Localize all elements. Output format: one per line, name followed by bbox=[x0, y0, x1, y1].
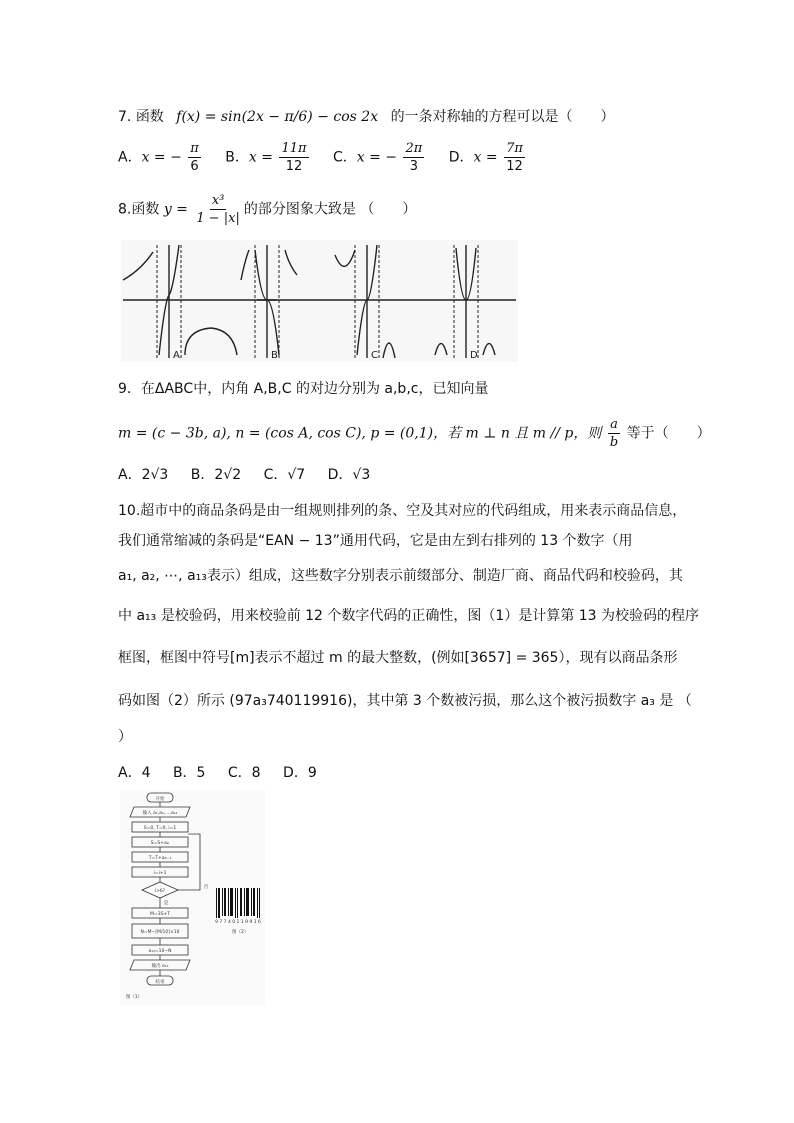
q7-tail: 的一条对称轴的方程可以是（ ） bbox=[390, 109, 615, 125]
q10-line-6: 码如图（2）所示 (97a₃740119916)，其中第 3 个数被污损，那么这个被污损数字 a₃ 是 （ bbox=[118, 693, 692, 709]
graph-label-a: A bbox=[173, 350, 180, 361]
graph-label-d: D bbox=[470, 350, 478, 361]
q8-func-lhs: y = bbox=[163, 201, 188, 218]
barcode-digits: 9 7 7 4 0 1 1 9 9 1 6 bbox=[215, 920, 261, 925]
flow-no: 否 bbox=[203, 885, 209, 890]
q8-tail: 的部分图象大致是 （ ） bbox=[243, 201, 417, 218]
q7-stem-text: 函数 bbox=[135, 109, 164, 125]
graph-label-b: B bbox=[271, 350, 278, 361]
flow-start: 开始 bbox=[155, 797, 165, 802]
q9-option-a[interactable]: A．2√3 bbox=[118, 467, 169, 483]
flow-caption: 图（1） bbox=[125, 995, 143, 1000]
q8-graphs bbox=[121, 240, 518, 362]
q7-option-a[interactable]: A．x = − $\frac{\pi}{6}$ bbox=[118, 141, 199, 174]
q8-graphs-svg bbox=[121, 240, 518, 362]
flow-a13: a₁₃=10−N bbox=[148, 949, 172, 954]
flow-inc: i=i+1 bbox=[153, 871, 167, 876]
flow-end: 结束 bbox=[155, 980, 165, 985]
q7-option-d[interactable]: D．x = $\frac{7\pi}{12}$ bbox=[448, 141, 523, 174]
flow-yes: 是 bbox=[163, 901, 169, 906]
graph-label-c: C bbox=[371, 350, 378, 361]
q10-line-2: 我们通常缩减的条码是“EAN − 13”通用代码，它是由左到右排列的 13 个数字（用 bbox=[118, 533, 633, 549]
q9-option-b[interactable]: B．2√2 bbox=[190, 467, 242, 483]
q8-number: 8. bbox=[118, 201, 132, 218]
q8-stem bbox=[118, 192, 416, 227]
flow-cond: i>6? bbox=[154, 889, 166, 894]
q7-options bbox=[118, 140, 545, 175]
q10-option-c[interactable]: C．8 bbox=[227, 765, 261, 781]
flow-s-step: S=S+a₂ᵢ bbox=[150, 841, 170, 846]
q10-option-b[interactable]: B．5 bbox=[172, 765, 206, 781]
flow-n: N=M−[M/10]×10 bbox=[140, 930, 180, 935]
flow-t-step: T=T+a₂ᵢ₋₁ bbox=[148, 856, 172, 861]
q10-line-4: 中 a₁₃ 是校验码，用来校验前 12 个数字代码的正确性，图（1）是计算第 13 为校验码的程序 bbox=[118, 608, 700, 624]
flow-input: 输入 a₁,a₂,…,a₁₂ bbox=[142, 811, 178, 816]
q7-number: 7. bbox=[118, 109, 132, 125]
q10-option-d[interactable]: D．9 bbox=[283, 765, 317, 781]
barcode-figure bbox=[212, 886, 264, 938]
q7-option-b[interactable]: B．x = $\frac{11\pi}{12}$ bbox=[225, 141, 307, 174]
q7-function: f(x) = sin(2x − π/6) − cos 2x bbox=[176, 109, 379, 125]
q10-line-1: 10.超市中的商品条码是由一组规则排列的条、空及其对应的代码组成，用来表示商品信息， bbox=[118, 503, 687, 519]
q8-stem-text: 函数 bbox=[131, 201, 160, 218]
barcode-caption: 图（2） bbox=[232, 930, 249, 935]
q9-options bbox=[118, 464, 388, 484]
q9-option-c[interactable]: C．√7 bbox=[263, 467, 306, 483]
q7-stem bbox=[118, 106, 615, 126]
q10-line-3: a₁, a₂, ⋯, a₁₃表示）组成，这些数字分别表示前缀部分、制造厂商、商品代码和校验码，其 bbox=[118, 568, 683, 584]
flow-output: 输出 a₁₃ bbox=[151, 964, 169, 969]
q10-options bbox=[118, 762, 335, 782]
q7-option-c[interactable]: C．x = − $\frac{2\pi}{3}$ bbox=[332, 141, 423, 174]
q10-line-7: ） bbox=[118, 729, 132, 745]
q10-line-5: 框图，框图中符号[m]表示不超过 m 的最大整数，(例如[3657] = 365），现有以商品条形 bbox=[118, 650, 678, 666]
q9-line2: m = (c − 3b, a), n = (cos A, cos C), p = (0,1)，若 m ⊥ n 且 m // p，则 $\frac{a}{b}$ 等于（ ） bbox=[118, 417, 711, 450]
q10-option-a[interactable]: A．4 bbox=[118, 765, 151, 781]
barcode-svg bbox=[212, 886, 264, 938]
flow-init: S=0, T=0, i=1 bbox=[143, 826, 177, 831]
q8-func-fraction: $\frac{\text{x³}}{1 - |x|}$ bbox=[196, 193, 240, 226]
q9-option-d[interactable]: D．√3 bbox=[327, 467, 371, 483]
flow-m: M=3S+T bbox=[150, 912, 170, 917]
q9-line1: 9．在ΔABC中，内角 A,B,C 的对边分别为 a,b,c，已知向量 bbox=[118, 381, 489, 397]
